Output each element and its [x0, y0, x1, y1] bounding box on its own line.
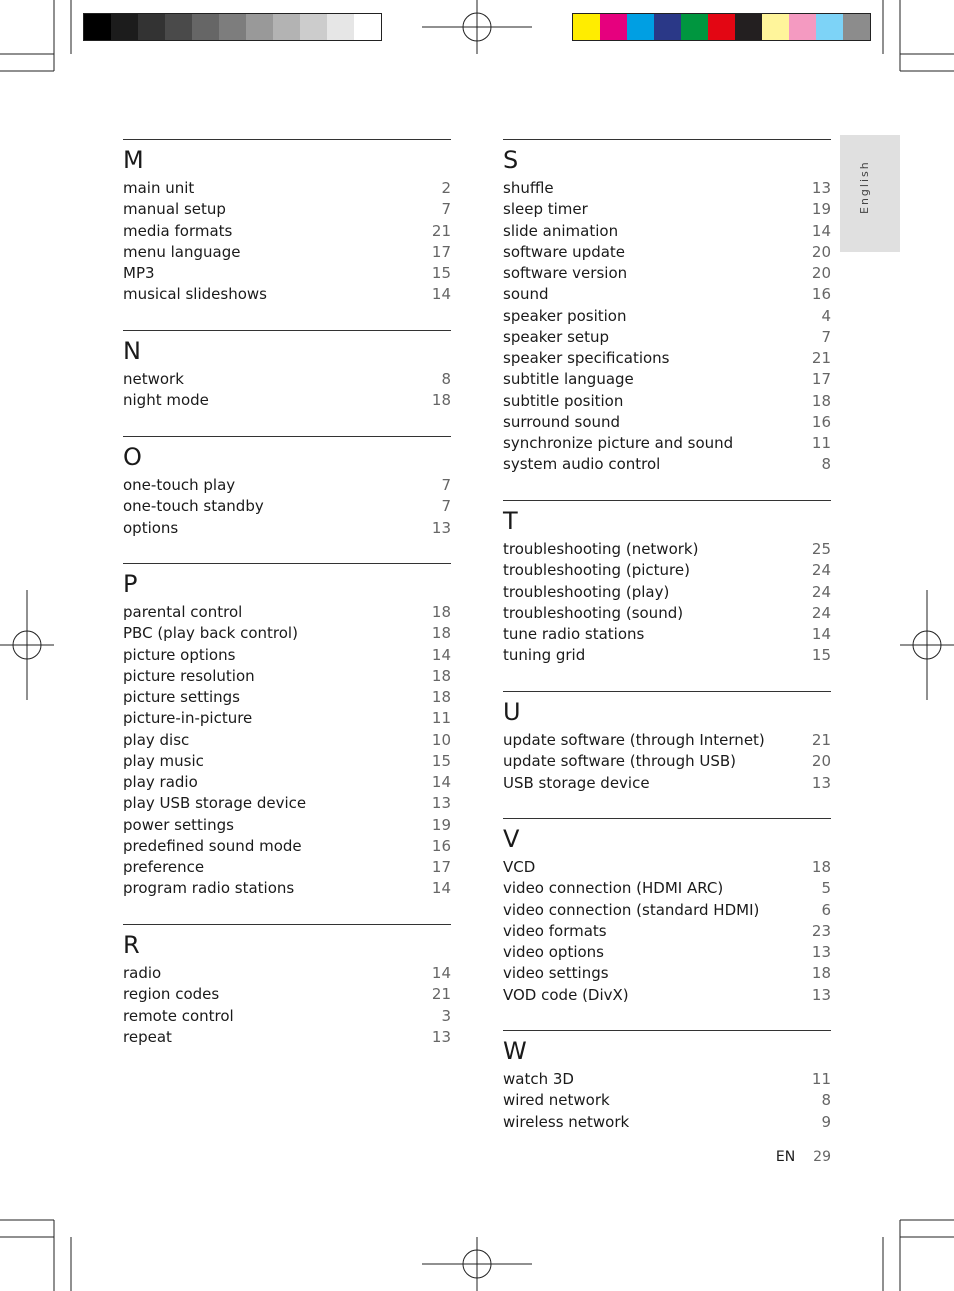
index-page-number: 21	[431, 221, 451, 240]
index-page-number: 18	[811, 391, 831, 410]
index-term: watch 3D	[503, 1070, 574, 1088]
section-letter: P	[123, 570, 138, 598]
index-term: one-touch standby	[123, 497, 264, 516]
index-term: predefined sound mode	[123, 836, 302, 855]
index-page-number: 15	[811, 646, 831, 665]
index-term: picture-in-picture	[123, 709, 253, 728]
calibration-swatch	[654, 14, 681, 40]
color-calibration-strip	[572, 13, 871, 41]
index-entry	[503, 730, 831, 751]
index-term: video settings	[503, 964, 609, 983]
index-section-w	[503, 1030, 831, 1133]
index-entry	[123, 963, 451, 984]
index-page-number: 20	[811, 264, 831, 282]
index-page-number: 16	[811, 285, 831, 304]
index-section-m	[123, 139, 451, 306]
index-term: slide animation	[503, 221, 619, 240]
index-entry	[503, 369, 831, 390]
index-section-n	[123, 330, 451, 412]
index-page-number: 18	[431, 603, 451, 621]
index-entry	[503, 348, 831, 369]
index-entry	[503, 433, 831, 454]
index-term: update software (through USB)	[503, 752, 737, 771]
index-page-number: 7	[821, 327, 831, 346]
index-term: power settings	[123, 815, 234, 834]
index-term: subtitle language	[503, 370, 634, 389]
index-term: network	[123, 370, 184, 388]
index-entry	[123, 496, 451, 517]
index-term: menu language	[123, 242, 241, 261]
index-term: troubleshooting (network)	[503, 540, 699, 558]
registration-target-right	[900, 590, 954, 700]
section-letter: W	[503, 1037, 527, 1065]
calibration-swatch	[192, 14, 219, 40]
index-entry	[123, 878, 451, 899]
index-page-number: 8	[821, 455, 831, 474]
index-entry	[503, 582, 831, 603]
calibration-swatch	[327, 14, 354, 40]
index-entry	[503, 284, 831, 305]
language-tab-label: English	[858, 160, 871, 214]
index-term: video connection (HDMI ARC)	[503, 879, 724, 898]
index-term: picture settings	[123, 688, 240, 706]
index-term: play music	[123, 751, 204, 770]
index-page-number: 13	[811, 179, 831, 197]
index-entry	[503, 921, 831, 942]
index-section-r	[123, 924, 451, 1048]
index-term: speaker specifications	[503, 349, 670, 367]
index-page-number: 13	[811, 985, 831, 1004]
index-term: tune radio stations	[503, 625, 645, 643]
index-term: PBC (play back control)	[123, 624, 298, 643]
index-page-number: 14	[431, 285, 451, 304]
index-page-number: 11	[811, 1070, 831, 1088]
index-term: picture resolution	[123, 666, 255, 685]
index-term: repeat	[123, 1027, 172, 1046]
calibration-swatch	[165, 14, 192, 40]
index-term: one-touch play	[123, 476, 236, 494]
index-term: wired network	[503, 1091, 610, 1110]
index-page-number: 13	[431, 794, 451, 813]
index-page-number: 14	[811, 221, 831, 240]
index-entry	[123, 221, 451, 242]
index-page-number: 24	[811, 582, 831, 601]
section-letter: U	[503, 698, 521, 726]
index-entry	[123, 751, 451, 772]
index-page-number: 8	[821, 1091, 831, 1110]
index-entry	[503, 773, 831, 794]
index-section-t	[503, 500, 831, 667]
index-page-number: 6	[821, 900, 831, 919]
index-entry	[123, 645, 451, 666]
index-term: manual setup	[123, 200, 226, 219]
index-page-number: 17	[811, 370, 831, 389]
index-entry	[123, 730, 451, 751]
index-term: USB storage device	[503, 773, 650, 792]
index-page-number: 18	[431, 391, 451, 410]
index-page-number: 13	[811, 773, 831, 792]
index-term: shuffle	[503, 179, 554, 197]
index-page-number: 13	[431, 1027, 451, 1046]
index-section-p	[123, 563, 451, 900]
index-entry	[503, 560, 831, 581]
index-page-number: 11	[431, 709, 451, 728]
index-entry	[503, 391, 831, 412]
index-page-number: 18	[811, 964, 831, 983]
calibration-swatch	[708, 14, 735, 40]
index-term: speaker position	[503, 306, 627, 325]
index-entry	[503, 1069, 831, 1090]
index-page-number: 15	[431, 751, 451, 770]
index-entry	[503, 645, 831, 666]
index-term: main unit	[123, 179, 195, 197]
index-page-number: 7	[441, 200, 451, 219]
calibration-swatch	[627, 14, 654, 40]
index-entry	[123, 687, 451, 708]
index-term: video connection (standard HDMI)	[503, 900, 760, 919]
index-page-number: 19	[431, 815, 451, 834]
index-page-number: 3	[441, 1006, 451, 1025]
index-entry	[123, 984, 451, 1005]
section-letter: N	[123, 337, 141, 365]
index-entry	[123, 390, 451, 411]
index-term: VCD	[503, 858, 536, 876]
index-page-number: 17	[431, 858, 451, 876]
registration-target-bottom	[422, 1237, 532, 1291]
index-entry	[503, 1090, 831, 1111]
section-letter: T	[503, 507, 518, 535]
index-term: program radio stations	[123, 879, 295, 898]
index-term: region codes	[123, 985, 220, 1004]
index-page-number: 13	[431, 518, 451, 537]
index-entry	[503, 603, 831, 624]
index-page-number: 24	[811, 603, 831, 622]
index-term: update software (through Internet)	[503, 731, 765, 749]
index-entry	[503, 900, 831, 921]
index-entry	[123, 602, 451, 623]
index-page-number: 14	[431, 773, 451, 791]
index-term: software update	[503, 242, 626, 261]
index-page-number: 7	[441, 497, 451, 516]
calibration-swatch	[681, 14, 708, 40]
index-entry	[503, 221, 831, 242]
index-term: wireless network	[503, 1112, 630, 1131]
index-page-number: 9	[821, 1112, 831, 1131]
index-entry	[123, 815, 451, 836]
index-page-number: 14	[431, 645, 451, 664]
index-entry	[123, 284, 451, 305]
index-term: musical slideshows	[123, 285, 267, 304]
index-entry	[123, 793, 451, 814]
section-letter: R	[123, 931, 140, 959]
index-entry	[503, 178, 831, 199]
index-term: tuning grid	[503, 646, 586, 665]
calibration-swatch	[273, 14, 300, 40]
index-page-number: 5	[821, 879, 831, 898]
index-entry	[503, 263, 831, 284]
index-page-number: 21	[431, 985, 451, 1004]
calibration-swatch	[300, 14, 327, 40]
index-page-number: 24	[811, 561, 831, 580]
calibration-swatch	[84, 14, 111, 40]
index-entry	[503, 327, 831, 348]
index-term: subtitle position	[503, 391, 624, 410]
index-term: software version	[503, 264, 628, 282]
index-term: options	[123, 518, 179, 537]
index-term: play USB storage device	[123, 794, 307, 813]
index-page-number: 15	[431, 264, 451, 282]
calibration-swatch	[354, 14, 381, 40]
index-page-number: 18	[431, 624, 451, 643]
index-entry	[123, 623, 451, 644]
index-page-number: 18	[431, 666, 451, 685]
index-page-number: 21	[811, 731, 831, 749]
index-page-number: 16	[431, 836, 451, 855]
footer-language: EN	[775, 1149, 796, 1165]
index-entry	[503, 1112, 831, 1133]
index-term: troubleshooting (picture)	[503, 561, 690, 580]
calibration-swatch	[816, 14, 843, 40]
index-entry	[503, 878, 831, 899]
index-page-number: 8	[441, 370, 451, 388]
index-term: MP3	[123, 264, 155, 282]
section-letter: M	[123, 146, 144, 174]
index-page-number: 18	[431, 688, 451, 706]
index-term: radio	[123, 964, 162, 982]
index-term: media formats	[123, 221, 233, 240]
page-number: 29	[813, 1149, 831, 1165]
index-entry	[123, 857, 451, 878]
section-letter: V	[503, 825, 520, 853]
index-entry	[503, 857, 831, 878]
index-entry	[503, 963, 831, 984]
index-entry	[123, 178, 451, 199]
index-term: VOD code (DivX)	[503, 985, 629, 1004]
calibration-swatch	[600, 14, 627, 40]
index-entry	[123, 242, 451, 263]
section-letter: O	[123, 443, 142, 471]
index-page-number: 17	[431, 242, 451, 261]
index-term: night mode	[123, 391, 209, 410]
index-entry	[503, 199, 831, 220]
index-entry	[503, 539, 831, 560]
index-entry	[123, 1027, 451, 1048]
index-entry	[503, 942, 831, 963]
index-page-number: 23	[811, 921, 831, 940]
calibration-swatch	[246, 14, 273, 40]
index-entry	[503, 624, 831, 645]
index-section-s	[503, 139, 831, 476]
index-term: sleep timer	[503, 200, 588, 219]
gray-calibration-strip	[83, 13, 382, 41]
section-letter: S	[503, 146, 519, 174]
index-section-v	[503, 818, 831, 1006]
index-term: preference	[123, 858, 205, 876]
index-page-number: 18	[811, 858, 831, 876]
page-footer	[776, 1149, 831, 1165]
calibration-swatch	[762, 14, 789, 40]
index-page-number: 14	[431, 964, 451, 982]
index-page-number: 10	[431, 730, 451, 749]
index-entry	[123, 708, 451, 729]
index-term: picture options	[123, 645, 236, 664]
index-page-number: 7	[441, 476, 451, 494]
registration-target-left	[0, 590, 54, 700]
index-entry	[123, 666, 451, 687]
index-page-number: 21	[811, 349, 831, 367]
index-page-number: 20	[811, 242, 831, 261]
index-term: synchronize picture and sound	[503, 434, 734, 452]
index-page-number: 20	[811, 752, 831, 771]
index-page-number: 11	[811, 434, 831, 452]
index-entry	[123, 263, 451, 284]
index-entry	[123, 518, 451, 539]
index-page-number: 16	[811, 412, 831, 431]
index-entry	[123, 475, 451, 496]
index-entry	[503, 985, 831, 1006]
index-term: surround sound	[503, 412, 621, 431]
calibration-swatch	[573, 14, 600, 40]
index-entry	[123, 836, 451, 857]
index-entry	[123, 772, 451, 793]
index-term: play disc	[123, 730, 190, 749]
index-entry	[123, 369, 451, 390]
index-page-number: 4	[821, 306, 831, 325]
index-term: troubleshooting (sound)	[503, 603, 684, 622]
index-entry	[123, 1006, 451, 1027]
index-section-u	[503, 691, 831, 794]
index-entry	[123, 199, 451, 220]
index-page-number: 19	[811, 200, 831, 219]
index-page-number: 25	[811, 540, 831, 558]
index-entry	[503, 306, 831, 327]
calibration-swatch	[111, 14, 138, 40]
index-page-number: 2	[441, 179, 451, 197]
index-term: remote control	[123, 1006, 234, 1025]
index-entry	[503, 454, 831, 475]
index-term: play radio	[123, 773, 198, 791]
index-section-o	[123, 436, 451, 539]
calibration-swatch	[138, 14, 165, 40]
calibration-swatch	[789, 14, 816, 40]
index-term: video options	[503, 943, 604, 961]
index-term: speaker setup	[503, 327, 610, 346]
registration-target-top	[422, 0, 532, 54]
index-entry	[503, 751, 831, 772]
calibration-swatch	[735, 14, 762, 40]
calibration-swatch	[219, 14, 246, 40]
index-term: parental control	[123, 603, 243, 621]
index-term: video formats	[503, 921, 607, 940]
index-page-number: 14	[431, 879, 451, 898]
index-term: sound	[503, 285, 549, 304]
index-page-number: 13	[811, 943, 831, 961]
index-entry	[503, 242, 831, 263]
index-page-number: 14	[811, 625, 831, 643]
calibration-swatch	[843, 14, 870, 40]
index-term: troubleshooting (play)	[503, 582, 670, 601]
index-term: system audio control	[503, 455, 661, 474]
index-entry	[503, 412, 831, 433]
